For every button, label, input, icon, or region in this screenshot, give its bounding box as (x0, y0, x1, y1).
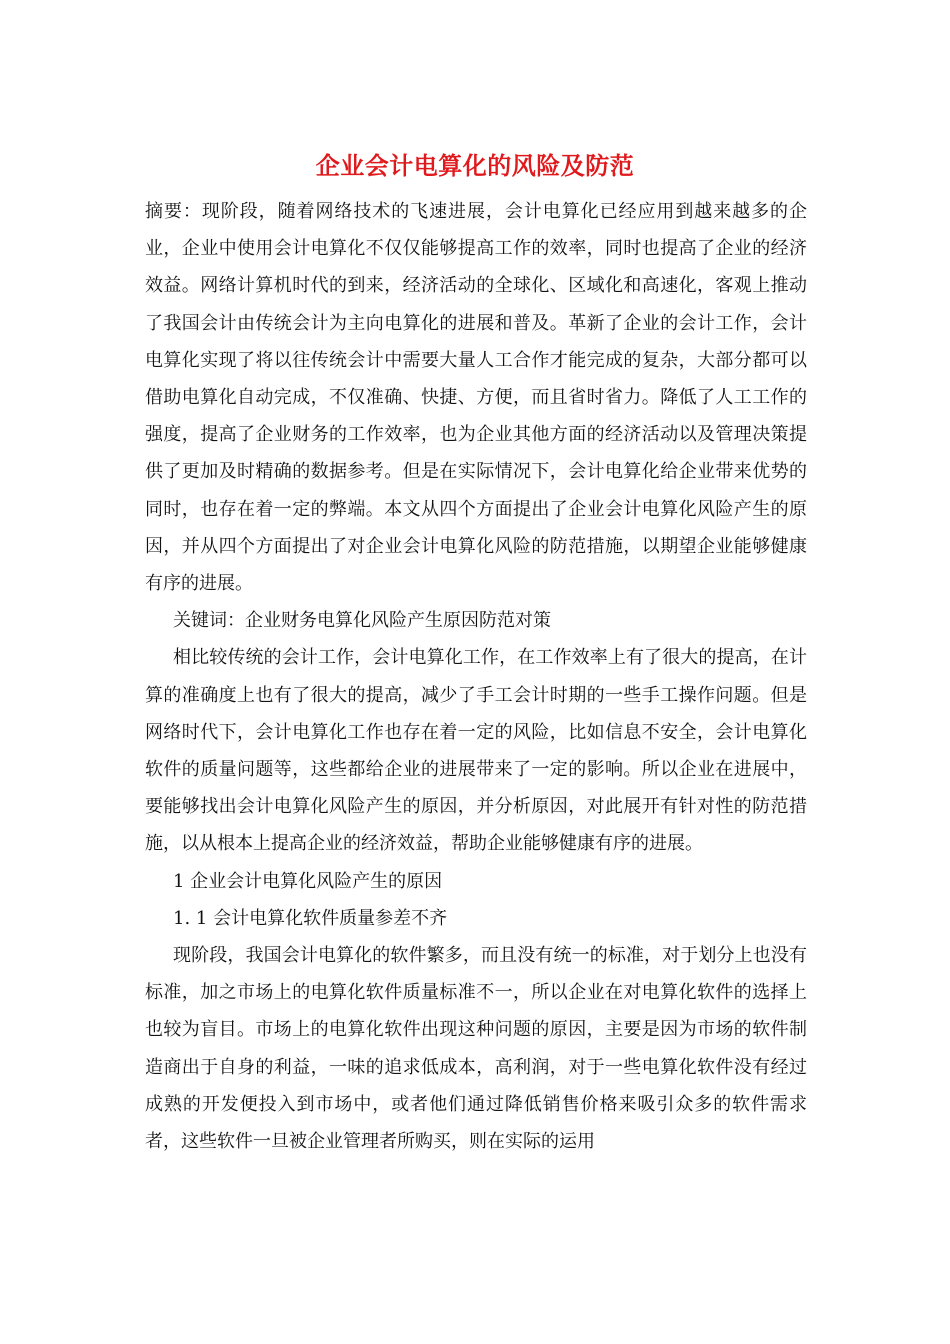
keywords-paragraph: 关键词：企业财务电算化风险产生原因防范对策 (173, 610, 551, 632)
document-body (145, 193, 807, 1160)
section-heading: 1 企业会计电算化风险产生的原因 (173, 870, 443, 892)
abstract-paragraph: 摘要：现阶段，随着网络技术的飞速进展，会计电算化已经应用到越来越多的企业，企业中使用会计电算化不仅仅能够提高工作的效率，同时也提高了企业的经济效益。网络计算机时代的到来，经济活动的全球化、区域化和高速化，客观上推动了我国会计由传统会计为主向电算化的进展和普及。革新了企业的会计工作，会计电算化实现了将以往传统会计中需要大量人工合作才能完成的复杂，大部分都可以借助电算化自动完成，不仅准确、快捷、方便，而且省时省力。降低了人工工作的强度，提高了企业财务的工作效率，也为企业其他方面的经济活动以及管理决策提供了更加及时精确的数据参考。但是在实际情况下，会计电算化给企业带来优势的同时，也存在着一定的弊端。本文从四个方面提出了企业会计电算化风险产生的原因，并从四个方面提出了对企业会计电算化风险的防范措施，以期望企业能够健康有序的进展。 (145, 201, 807, 595)
subsection-heading: 1. 1 会计电算化软件质量参差不齐 (173, 907, 448, 929)
body-paragraph: 现阶段，我国会计电算化的软件繁多，而且没有统一的标准，对于划分上也没有标准，加之市场上的电算化软件质量标准不一，所以企业在对电算化软件的选择上也较为盲目。市场上的电算化软件出现这种问题的原因，主要是因为市场的软件制造商出于自身的利益，一味的追求低成本，高利润，对于一些电算化软件没有经过成熟的开发便投入到市场中，或者他们通过降低销售价格来吸引众多的软件需求者，这些软件一旦被企业管理者所购买，则在实际的运用 (145, 945, 807, 1153)
intro-paragraph: 相比较传统的会计工作，会计电算化工作，在工作效率上有了很大的提高，在计算的准确度上也有了很大的提高，减少了手工会计时期的一些手工操作问题。但是网络时代下，会计电算化工作也存在着一定的风险，比如信息不安全，会计电算化软件的质量问题等，这些都给企业的进展带来了一定的影响。所以企业在进展中，要能够找出会计电算化风险产生的原因，并分析原因，对此展开有针对性的防范措施，以从根本上提高企业的经济效益，帮助企业能够健康有序的进展。 (145, 647, 807, 855)
document-title: 企业会计电算化的风险及防范 (315, 151, 635, 180)
